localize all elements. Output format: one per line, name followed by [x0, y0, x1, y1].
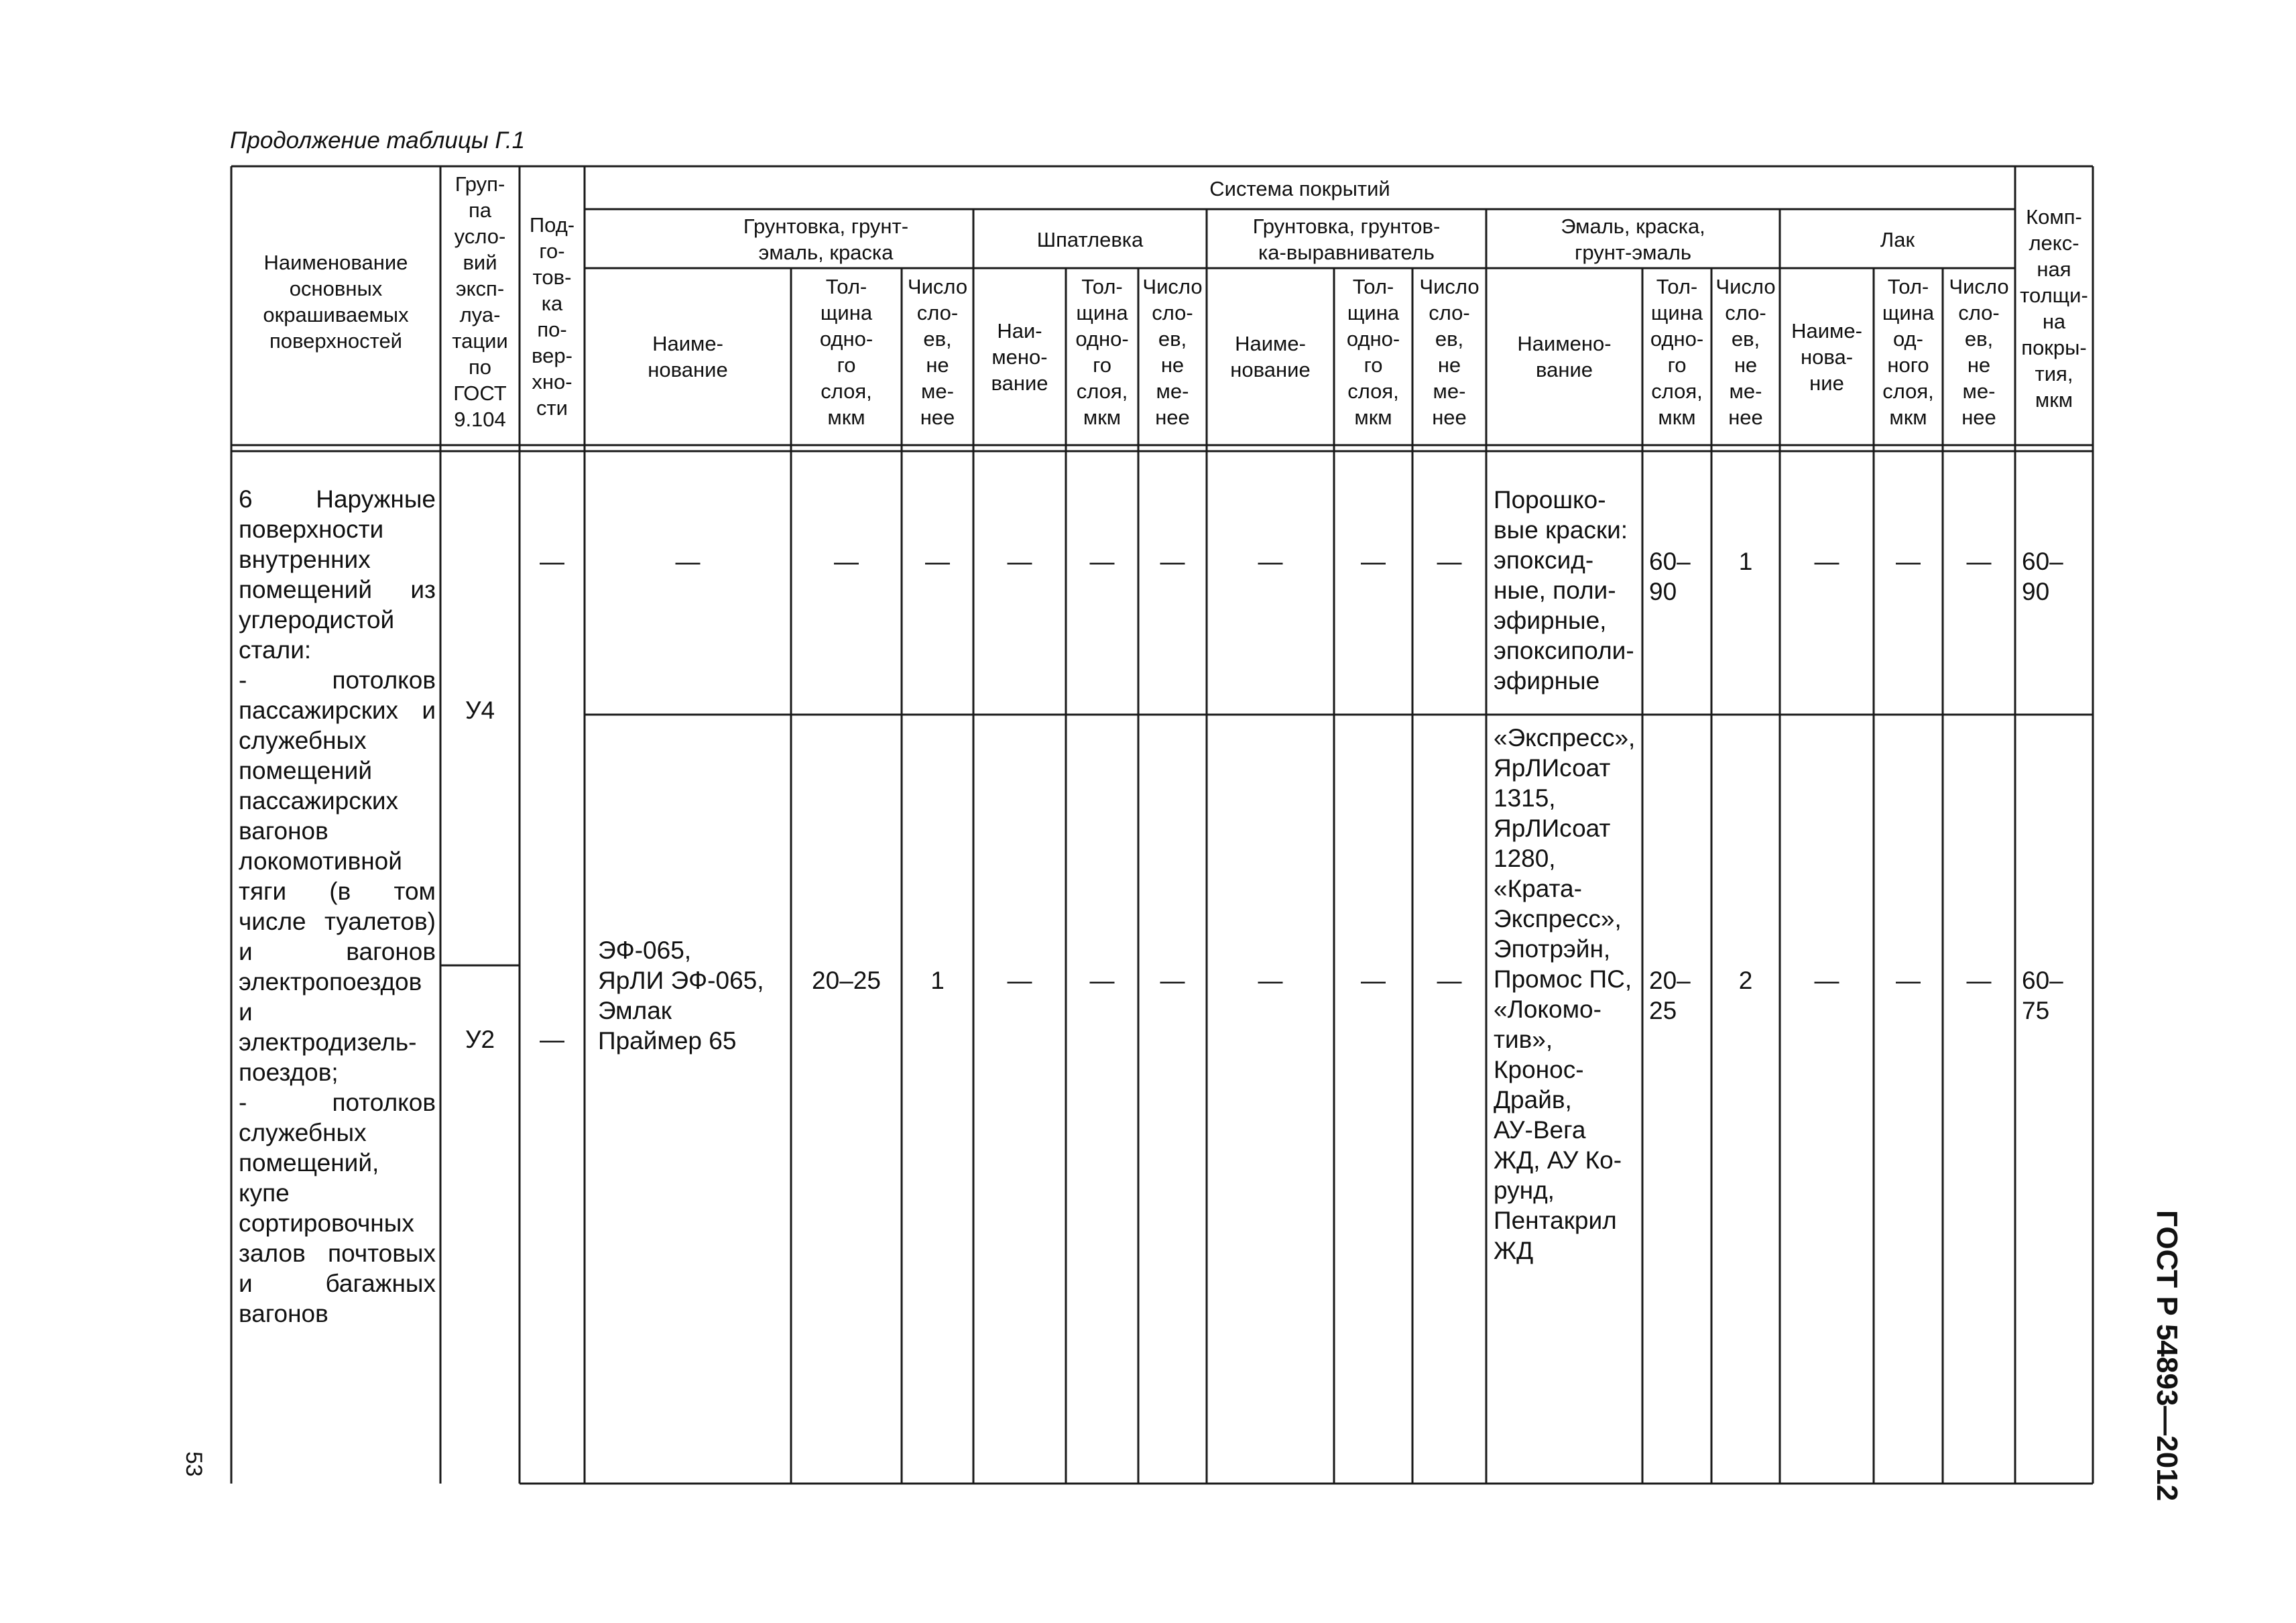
r1-prep-dash: — [540, 548, 564, 575]
header-group-putty: Шпатлевка [1036, 227, 1144, 251]
header-leveler-name: Наиме- нование [1230, 332, 1311, 381]
r1-enamel-thickness: 60– 90 [1649, 548, 1691, 605]
r1-putty-name-dash: — [1007, 548, 1032, 575]
r2-lacquer-count-dash: — [1966, 967, 1992, 994]
header-enamel-thickness: Тол- щина одно- го слоя, мкм [1650, 275, 1704, 429]
header-group: Груп- па усло- вий эксп- луа- тации по ГОСТ 9.104 [452, 172, 508, 431]
r1-leveler-count-dash: — [1437, 548, 1462, 575]
group-u4: У4 [465, 697, 495, 724]
r1-enamel-count: 1 [1738, 548, 1753, 575]
group-u2: У2 [465, 1026, 495, 1053]
header-group-enamel: Эмаль, краска, грунт-эмаль [1561, 215, 1705, 264]
r2-enamel-count: 2 [1738, 967, 1753, 994]
header-enamel-count: Число сло- ев, не ме- нее [1715, 275, 1776, 429]
r1-lacquer-name-dash: — [1814, 548, 1839, 575]
r2-leveler-count-dash: — [1437, 967, 1462, 994]
header-prep: Под- го- тов- ка по- вер- хно- сти [529, 213, 575, 420]
r2-enamel-thickness: 20– 25 [1649, 967, 1691, 1024]
r2-primer-name: ЭФ-065, ЯрЛИ ЭФ-065, Эмлак Праймер 65 [598, 937, 764, 1055]
header-putty-count: Число сло- ев, не ме- нее [1142, 275, 1203, 429]
header-lacquer-thickness: Тол- щина од- ного слоя, мкм [1882, 275, 1935, 429]
r1-primer-thickness-dash: — [834, 548, 859, 575]
header-coating-system: Система покрытий [1209, 176, 1390, 200]
r1-lacquer-count-dash: — [1966, 548, 1992, 575]
r1-lacquer-thickness-dash: — [1896, 548, 1921, 575]
header-group-lacquer: Лак [1880, 227, 1915, 251]
r2-putty-thickness-dash: — [1089, 967, 1115, 994]
header-primer-count: Число сло- ев, не ме- нее [907, 275, 968, 429]
r1-leveler-name-dash: — [1258, 548, 1283, 575]
r2-prep-dash: — [540, 1026, 564, 1053]
r2-putty-count-dash: — [1160, 967, 1185, 994]
r2-enamel-name: «Экспресс», ЯрЛИсоат 1315, ЯрЛИсоат 1280, «Крата- Экспресс», Эпотрэйн, Промос ПС, «Локомо- тив», Кронос- Драйв, АУ-Вега ЖД, АУ Ко- рунд, Пентакрил ЖД [1494, 724, 1636, 1264]
header-lacquer-count: Число сло- ев, не ме- нее [1949, 275, 2009, 429]
r1-primer-name-dash: — [675, 548, 701, 575]
standard-designation: ГОСТ Р 54893—2012 [2151, 1210, 2183, 1502]
header-leveler-thickness: Тол- щина одно- го слоя, мкм [1346, 275, 1400, 429]
r1-enamel-name: Порошко- вые краски: эпоксид- ные, поли- эфирные, эпоксиполи- эфирные [1494, 486, 1634, 695]
header-primer-thickness: Тол- щина одно- го слоя, мкм [819, 275, 873, 429]
r1-primer-count-dash: — [925, 548, 950, 575]
r2-leveler-thickness-dash: — [1361, 967, 1386, 994]
header-total-thickness: Комп- лекс- ная толщи- на покры- тия, мкм [2020, 205, 2088, 412]
r1-putty-thickness-dash: — [1089, 548, 1115, 575]
r1-total-thickness: 60– 90 [2022, 548, 2063, 605]
header-enamel-name: Наимено- вание [1517, 332, 1612, 381]
header-putty-name: Наи- мено- вание [991, 318, 1048, 395]
header-lacquer-name: Наиме- нова- ние [1791, 318, 1862, 395]
r2-leveler-name-dash: — [1258, 967, 1283, 994]
r2-primer-thickness: 20–25 [812, 967, 881, 994]
r2-putty-name-dash: — [1007, 967, 1032, 994]
r2-total-thickness: 60– 75 [2022, 967, 2063, 1024]
r2-lacquer-name-dash: — [1814, 967, 1839, 994]
header-group-leveler: Грунтовка, грунтов- ка-выравниватель [1252, 215, 1441, 264]
header-leveler-count: Число сло- ев, не ме- нее [1419, 275, 1479, 429]
page-number: 53 [181, 1451, 206, 1477]
r1-leveler-thickness-dash: — [1361, 548, 1386, 575]
header-group-primer: Грунтовка, грунт- эмаль, краска [743, 215, 909, 264]
r2-primer-count: 1 [930, 967, 945, 994]
header-surface: Наименование основных окрашиваемых поверхностей [263, 251, 409, 353]
r2-lacquer-thickness-dash: — [1896, 967, 1921, 994]
surface-description: 6 Наружные поверхности внутренних помещений из углеродистой стали: - потолков пассажирских и служебных помещений пассажирских вагонов локомотивной тяги (в том числе туалетов) и вагонов электропоездов и электродизель-поездов; - потолков служебных помещений, купе сортировочных залов почтовых и багажных вагонов [239, 485, 436, 1327]
header-primer-name: Наиме- нование [648, 332, 728, 381]
table-caption: Продолжение таблицы Г.1 [230, 127, 526, 154]
header-putty-thickness: Тол- щина одно- го слоя, мкм [1075, 275, 1129, 429]
r1-putty-count-dash: — [1160, 548, 1185, 575]
